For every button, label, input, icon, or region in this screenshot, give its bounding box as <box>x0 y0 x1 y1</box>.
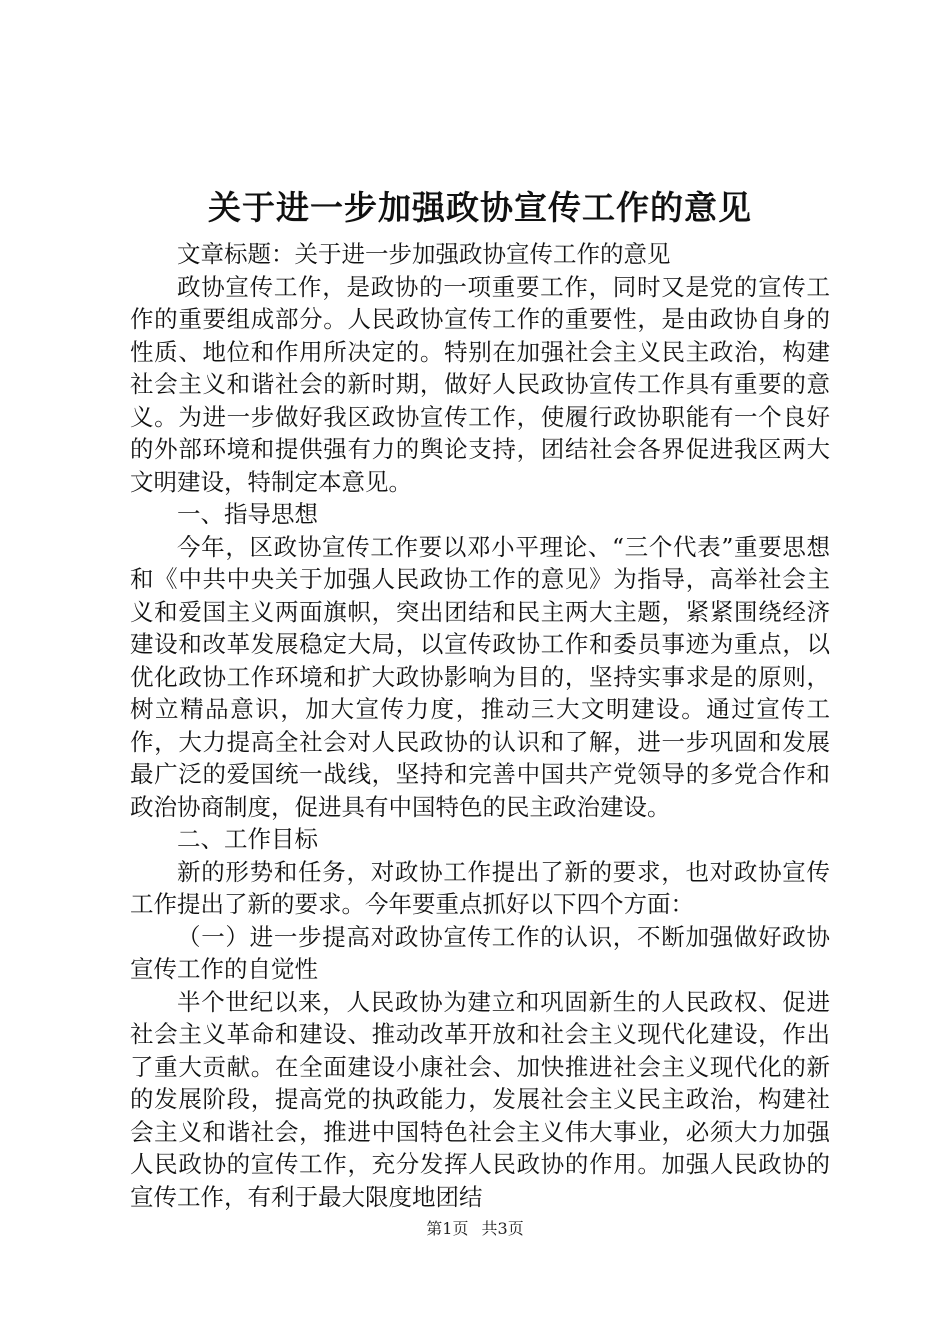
section-heading-work-goals: 二、工作目标 <box>177 825 318 853</box>
subsection-heading-one: （一）进一步提高对政协宣传工作的认识，不断加强做好政协宣传工作的自觉性 <box>130 922 830 983</box>
intro-paragraph: 政协宣传工作，是政协的一项重要工作，同时又是党的宣传工作的重要组成部分。人民政协宣传工作的重要性，是由政协自身的性质、地位和作用所决定的。特别在加强社会主义民主政治，构建社会主义和谐社会的新时期，做好人民政协宣传工作具有重要的意义。为进一步做好我区政协宣传工作，使履行政协职能有一个良好的外部环境和提供强有力的舆论支持，团结社会各界促进我区两大文明建设，特制定本意见。 <box>130 272 830 496</box>
document-title: 关于进一步加强政协宣传工作的意见 <box>208 188 752 227</box>
page-number-total: 共3页 <box>481 1219 524 1238</box>
guiding-ideology-paragraph: 今年，区政协宣传工作要以邓小平理论、“三个代表”重要思想和《中共中央关于加强人民政协工作的意见》为指导，高举社会主义和爱国主义两面旗帜，突出团结和民主两大主题，紧紧围绕经济建设和改革发展稳定大局，以宣传政协工作和委员事迹为重点，以优化政协工作环境和扩大政协影响为目的，坚持实事求是的原则，树立精品意识，加大宣传力度，推动三大文明建设。通过宣传工作，大力提高全社会对人民政协的认识和了解，进一步巩固和发展最广泛的爱国统一战线，坚持和完善中国共产党领导的多党合作和政治协商制度，促进具有中国特色的民主政治建设。 <box>130 532 830 821</box>
page-number-current: 第1页 <box>426 1219 469 1238</box>
page-footer <box>0 1216 950 1239</box>
document-page <box>130 178 830 1213</box>
subsection-one-paragraph: 半个世纪以来，人民政协为建立和巩固新生的人民政权、促进社会主义革命和建设、推动改革开放和社会主义现代化建设，作出了重大贡献。在全面建设小康社会、加快推进社会主义现代化的新的发展阶段，提高党的执政能力，发展社会主义民主政治，构建社会主义和谐社会，推进中国特色社会主义伟大事业，必须大力加强人民政协的宣传工作，充分发挥人民政协的作用。加强人民政协的宣传工作，有利于最大限度地团结 <box>130 987 830 1211</box>
section-heading-guiding-ideology: 一、指导思想 <box>177 500 318 528</box>
work-goals-paragraph: 新的形势和任务，对政协工作提出了新的要求，也对政协宣传工作提出了新的要求。今年要重点抓好以下四个方面： <box>130 857 830 918</box>
article-title-line: 文章标题：关于进一步加强政协宣传工作的意见 <box>177 240 671 268</box>
